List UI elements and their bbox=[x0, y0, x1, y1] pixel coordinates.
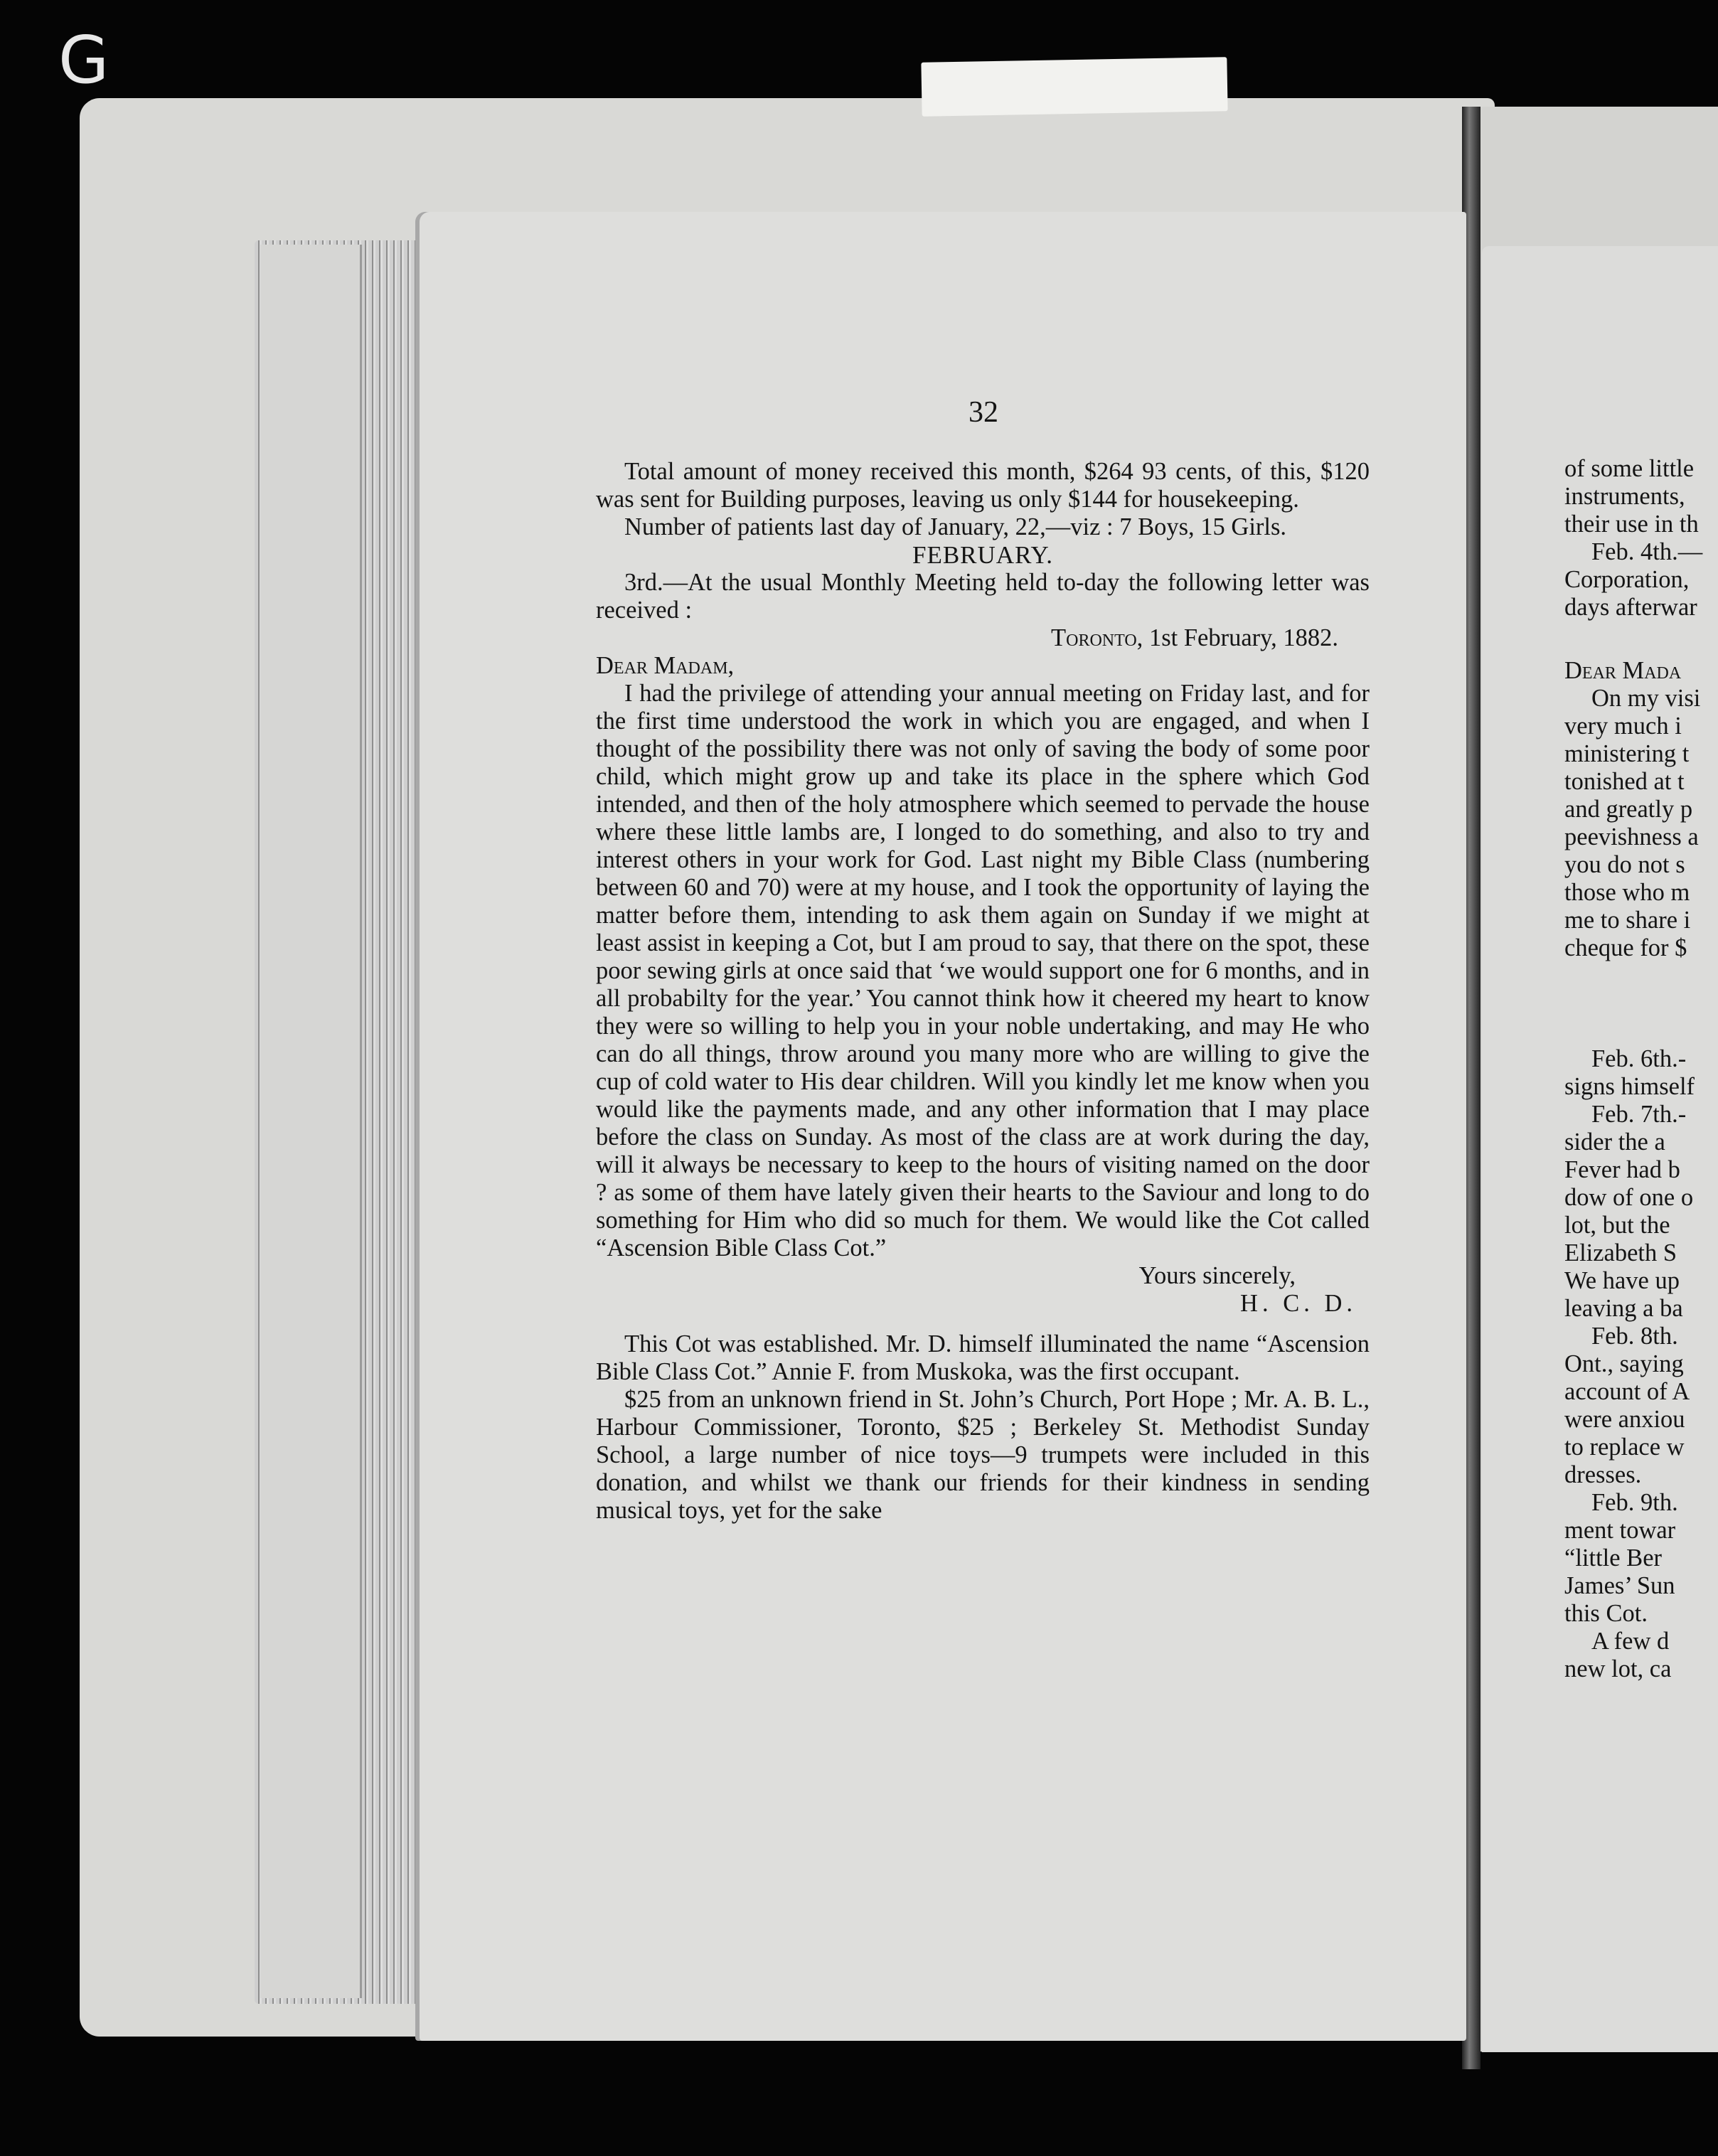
right-line: Dear Mada bbox=[1564, 657, 1682, 684]
right-line: you do not s bbox=[1564, 851, 1685, 878]
right-line: me to share i bbox=[1564, 907, 1691, 934]
right-line: Feb. 7th.- bbox=[1591, 1101, 1687, 1128]
right-line: On my visi bbox=[1591, 685, 1701, 712]
right-line: James’ Sun bbox=[1564, 1572, 1675, 1599]
right-page-text-bottom bbox=[1564, 1045, 1718, 1683]
page-number: 32 bbox=[969, 396, 998, 429]
right-line: dow of one o bbox=[1564, 1184, 1694, 1211]
letter-date: 1st February, 1882. bbox=[1148, 624, 1338, 651]
right-line: A few d bbox=[1591, 1628, 1670, 1655]
paragraph-meeting: 3rd.—At the usual Monthly Meeting held to-day the following letter was received : bbox=[596, 569, 1370, 624]
right-line: ministering t bbox=[1564, 740, 1690, 767]
right-line: cheque for $ bbox=[1564, 934, 1687, 961]
letter-body: I had the privilege of attending your annual meeting on Friday last, and for the first time understood the work in which you are engaged, and when I thought of the possibility there was not only of saving the body of some poor child, which might grow up and take its place in the sphere which God intended, and then of the holy atmosphere which seemed to pervade the house where these little lambs are, I longed to do something, and also to try and interest others in your work for God. Last night my Bible Class (numbering between 60 and 70) were at my house, and I took the opportunity of laying the matter before them, intending to ask them again on Sunday if we might at least assist in keeping a Cot, but I am proud to say, that there on the spot, these poor sewing girls at once said that ‘we would support one for 6 months, and in all probabilty for the year.’ You cannot think how it cheered my heart to know they were so willing to help you in your noble undertaking, and may He who can do all things, throw around you many more who are willing to give the cup of cold water to His dear children. Will you kindly let me know when you would like the payments made, and any other information that I may place before the class on Sunday. As most of the class are at work during the day, will it always be necessary to keep to the hours of visiting named on the door ? as some of them have lately given their hearts to the Saviour and long to do something for Him who did so much for them. We would like the Cot called “Ascension Bible Class Cot.” bbox=[596, 680, 1370, 1261]
right-line: days afterwar bbox=[1564, 594, 1697, 621]
letter-salutation: Dear Madam, bbox=[596, 652, 735, 679]
paragraph-patients: Number of patients last day of January, 22,—viz : 7 Boys, 15 Girls. bbox=[624, 513, 1287, 540]
right-line: account of A bbox=[1564, 1378, 1690, 1405]
right-line: Feb. 4th.— bbox=[1591, 538, 1703, 565]
right-page-text-top bbox=[1564, 455, 1718, 621]
right-line: very much i bbox=[1564, 713, 1682, 740]
letter-signature: H. C. D. bbox=[1240, 1290, 1357, 1317]
right-line: leaving a ba bbox=[1564, 1295, 1683, 1322]
right-line: were anxiou bbox=[1564, 1406, 1685, 1433]
right-line: We have up bbox=[1564, 1267, 1680, 1294]
right-line: sider the a bbox=[1564, 1128, 1665, 1156]
right-line: Feb. 8th. bbox=[1591, 1323, 1678, 1350]
right-line: to replace w bbox=[1564, 1434, 1685, 1461]
right-line: peevishness a bbox=[1564, 823, 1699, 850]
right-line: ment towar bbox=[1564, 1517, 1676, 1544]
right-line: this Cot. bbox=[1564, 1600, 1648, 1627]
right-line: lot, but the bbox=[1564, 1212, 1670, 1239]
right-line: Feb. 9th. bbox=[1591, 1489, 1678, 1516]
bookmark-slip bbox=[921, 57, 1227, 116]
right-line: instruments, bbox=[1564, 483, 1685, 510]
section-heading: FEBRUARY. bbox=[912, 541, 1053, 569]
paragraph-cot-established: This Cot was established. Mr. D. himself illuminated the name “Ascension Bible Class Cot.” Annie F. from Muskoka, was the first occupant. bbox=[596, 1330, 1370, 1385]
letter-closing: Yours sincerely, bbox=[1138, 1262, 1296, 1289]
right-line: Feb. 6th.- bbox=[1591, 1045, 1687, 1072]
right-line: Corporation, bbox=[1564, 566, 1690, 593]
right-line: new lot, ca bbox=[1564, 1655, 1672, 1682]
right-line: of some little bbox=[1564, 455, 1695, 482]
page-text bbox=[596, 458, 1370, 1525]
right-line: Ont., saying bbox=[1564, 1350, 1684, 1377]
right-line: tonished at t bbox=[1564, 768, 1685, 795]
right-line: and greatly p bbox=[1564, 796, 1693, 823]
right-line: signs himself bbox=[1564, 1073, 1695, 1100]
inner-board bbox=[260, 245, 362, 1998]
scan-mark: G bbox=[58, 22, 110, 98]
letter-dateline bbox=[596, 624, 1370, 652]
right-line: Fever had b bbox=[1564, 1156, 1680, 1183]
right-line: dresses. bbox=[1564, 1461, 1642, 1488]
right-line: those who m bbox=[1564, 879, 1690, 906]
right-line: their use in th bbox=[1564, 511, 1699, 538]
paragraph-total-amount: Total amount of money received this month, $264 93 cents, of this, $120 was sent for Building purposes, leaving us only $144 for housekeeping. bbox=[596, 458, 1370, 513]
paragraph-donations: $25 from an unknown friend in St. John’s Church, Port Hope ; Mr. A. B. L., Harbour Commissioner, Toronto, $25 ; Berkeley St. Methodist Sunday School, a large number of nice toys—9 trumpets were included in this donation, and whilst we thank our friends for their kindness in sending musical toys, yet for the sake bbox=[596, 1386, 1370, 1524]
right-page-text-letter bbox=[1564, 657, 1718, 962]
right-line: Elizabeth S bbox=[1564, 1239, 1677, 1266]
right-line: “little Ber bbox=[1564, 1544, 1662, 1571]
letter-place: Toronto, bbox=[1051, 624, 1143, 651]
